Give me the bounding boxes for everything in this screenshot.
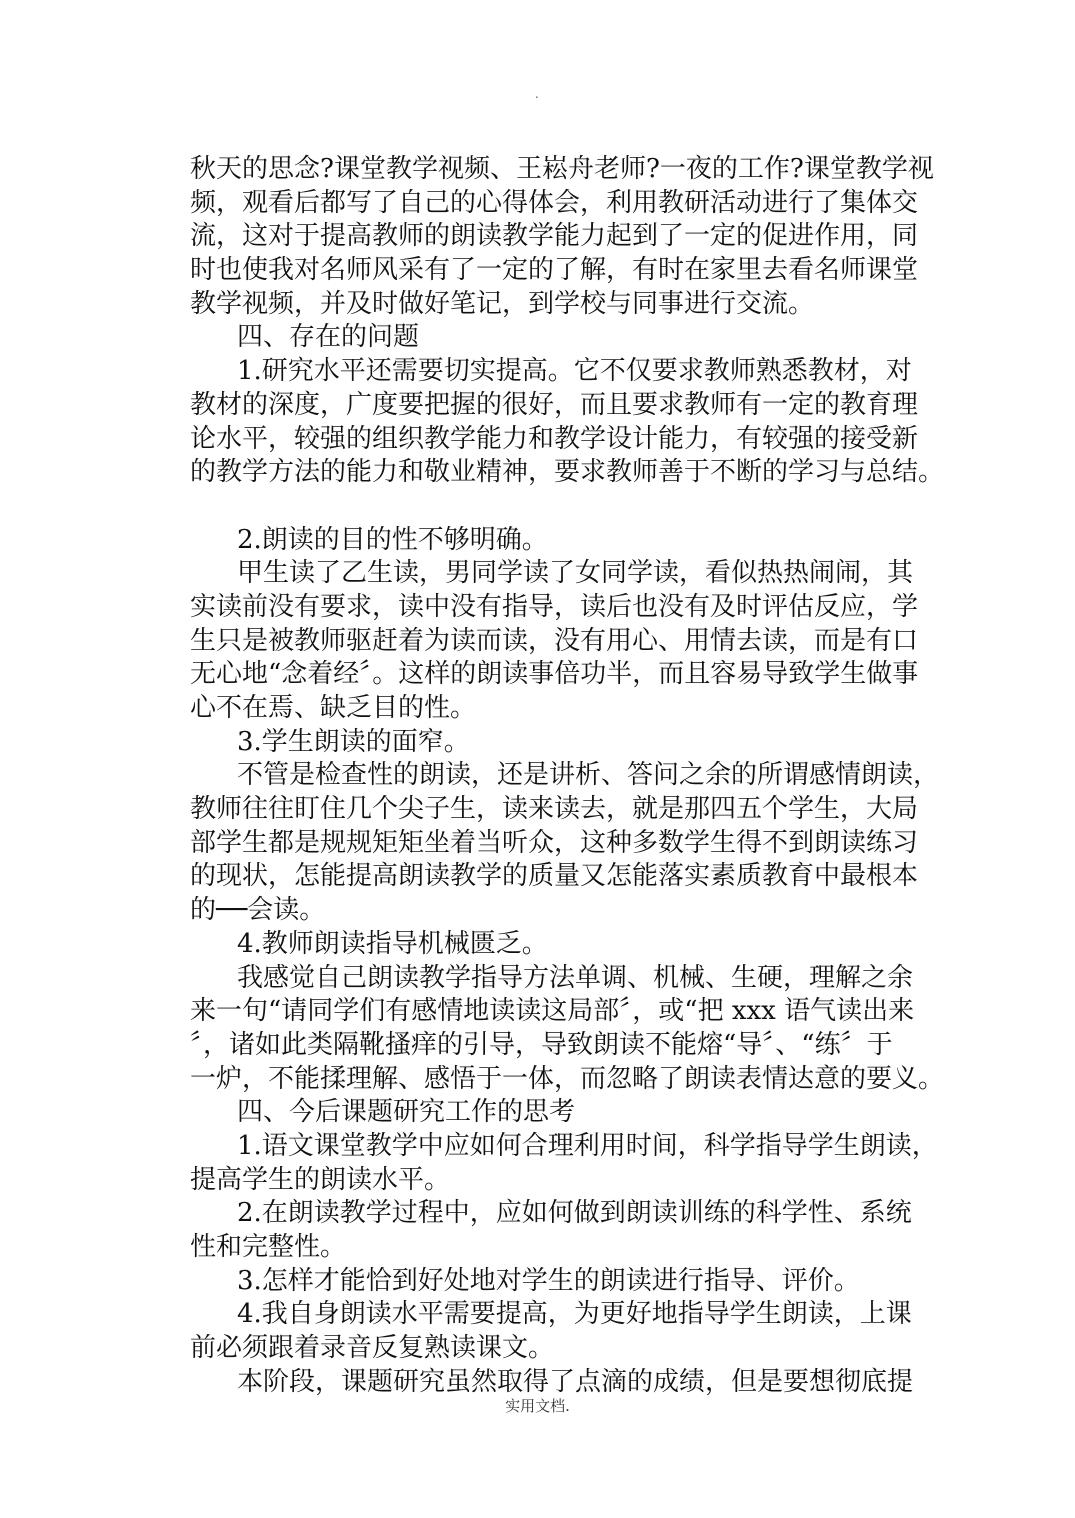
line-text: 教材的深度，广度要把握的很好，而且要求教师有一定的教育理 bbox=[190, 389, 919, 420]
line-text: 秋天的思念?课堂教学视频、王崧舟老师?一夜的工作?课堂教学视 bbox=[190, 154, 934, 184]
paragraph-line bbox=[190, 860, 919, 894]
line-text: 部学生都是规规矩矩坐着当听众，这种多数学生得不到朗读练习 bbox=[190, 827, 919, 858]
paragraph-line bbox=[190, 456, 945, 490]
line-text: 来一句“请同学们有感情地读读这局部〞，或“把 xxx 语气读出来 bbox=[190, 996, 915, 1027]
line-text: 时也使我对名师风采有了一定的了解，有时在家里去看名师课堂 bbox=[190, 255, 919, 286]
paragraph-line bbox=[190, 153, 934, 187]
line-text: 论水平，较强的组织教学能力和教学设计能力，有较强的接受新 bbox=[190, 423, 919, 454]
line-text: 不管是检查性的朗读，还是讲析、答问之余的所谓感情朗读， bbox=[237, 760, 940, 791]
body-text bbox=[190, 153, 945, 1399]
line-text: 心不在焉、缺乏目的性。 bbox=[190, 693, 477, 723]
line-text: 4.教师朗读指导机械匮乏。 bbox=[237, 928, 548, 959]
line-text: 的──会读。 bbox=[190, 895, 326, 926]
blank-line bbox=[190, 490, 890, 524]
paragraph-line bbox=[190, 1029, 893, 1063]
paragraph-line bbox=[190, 389, 919, 423]
line-text: 无心地“念着经〞。这样的朗读事倍功半，而且容易导致学生做事 bbox=[190, 659, 919, 690]
section-heading bbox=[190, 321, 890, 355]
paragraph-line bbox=[190, 995, 915, 1029]
line-text: 3.学生朗读的面窄。 bbox=[237, 726, 470, 757]
line-text: 教学视频，并及时做好笔记，到学校与同事进行交流。 bbox=[190, 288, 815, 319]
paragraph-line bbox=[190, 288, 890, 322]
subsection-heading bbox=[190, 726, 890, 760]
line-text: 性和完整性。 bbox=[190, 1232, 347, 1262]
paragraph-line bbox=[190, 1265, 890, 1299]
line-text: 3.怎样才能恰到好处地对学生的朗读进行指导、评价。 bbox=[237, 1265, 860, 1296]
line-text: 2.在朗读教学过程中，应如何做到朗读训练的科学性、系统 bbox=[237, 1198, 912, 1229]
paragraph-line bbox=[190, 1197, 912, 1231]
paragraph-line bbox=[190, 625, 919, 659]
paragraph-line bbox=[190, 591, 919, 625]
line-text: 甲生读了乙生读，男同学读了女同学读，看似热热闹闹，其 bbox=[237, 558, 914, 589]
paragraph-line bbox=[190, 254, 919, 288]
paragraph-line bbox=[190, 962, 914, 996]
line-text: 前必须跟着录音反复熟读课文。 bbox=[190, 1333, 555, 1364]
paragraph-line bbox=[190, 894, 890, 928]
line-text: 1.研究水平还需要切实提高。它不仅要求教师熟悉教材，对 bbox=[237, 356, 912, 387]
line-text: 一炉，不能揉理解、感悟于一体，而忽略了朗读表情达意的要义。 bbox=[190, 1063, 945, 1094]
line-text: 〞，诸如此类隔靴搔痒的引导，导致朗读不能熔“导〞、“练〞于 bbox=[190, 1029, 893, 1060]
line-text: 四、存在的问题 bbox=[237, 322, 420, 353]
subsection-heading bbox=[190, 928, 890, 962]
line-text: 四、今后课题研究工作的思考 bbox=[237, 1097, 576, 1128]
line-text: 的现状，怎能提高朗读教学的质量又怎能落实素质教育中最根本 bbox=[190, 861, 919, 892]
line-text: 的教学方法的能力和敬业精神，要求教师善于不断的学习与总结。 bbox=[190, 457, 945, 488]
paragraph-line bbox=[190, 793, 919, 827]
page-footer: 实用文档. bbox=[505, 1397, 570, 1415]
line-text: 流，这对于提高教师的朗读教学能力起到了一定的促进作用，同 bbox=[190, 221, 919, 252]
paragraph-line bbox=[190, 1298, 912, 1332]
paragraph-line bbox=[190, 1332, 890, 1366]
paragraph-line bbox=[190, 355, 912, 389]
paragraph-line bbox=[190, 759, 940, 793]
line-text: 教师往往盯住几个尖子生，读来读去，就是那四五个学生，大局 bbox=[190, 794, 919, 825]
paragraph-line bbox=[190, 1130, 938, 1164]
paragraph-line bbox=[190, 557, 914, 591]
line-text: 本阶段，课题研究虽然取得了点滴的成绩，但是要想彻底提 bbox=[237, 1366, 914, 1397]
paragraph-line bbox=[190, 692, 890, 726]
paragraph-line bbox=[190, 423, 919, 457]
line-text: 提高学生的朗读水平。 bbox=[190, 1164, 451, 1195]
paragraph-line bbox=[190, 658, 919, 692]
section-heading bbox=[190, 1096, 890, 1130]
paragraph-line bbox=[190, 187, 919, 221]
paragraph-line bbox=[190, 827, 919, 861]
line-text: 1.语文课堂教学中应如何合理利用时间，科学指导学生朗读， bbox=[237, 1130, 938, 1161]
line-text: 生只是被教师驱赶着为读而读，没有用心、用情去读，而是有口 bbox=[190, 625, 919, 656]
paragraph-line bbox=[190, 1164, 890, 1198]
line-text: 频，观看后都写了自己的心得体会，利用教研活动进行了集体交 bbox=[190, 187, 919, 218]
subsection-heading bbox=[190, 524, 890, 558]
paragraph-line bbox=[190, 1231, 890, 1265]
line-text: 我感觉自己朗读教学指导方法单调、机械、生硬，理解之余 bbox=[237, 962, 914, 993]
line-text: 4.我自身朗读水平需要提高，为更好地指导学生朗读，上课 bbox=[237, 1299, 912, 1330]
line-text: 实读前没有要求，读中没有指导，读后也没有及时评估反应，学 bbox=[190, 591, 919, 622]
header-mark: . bbox=[535, 87, 539, 101]
paragraph-line bbox=[190, 1063, 945, 1097]
paragraph-line bbox=[190, 220, 919, 254]
line-text: 2.朗读的目的性不够明确。 bbox=[237, 524, 548, 555]
